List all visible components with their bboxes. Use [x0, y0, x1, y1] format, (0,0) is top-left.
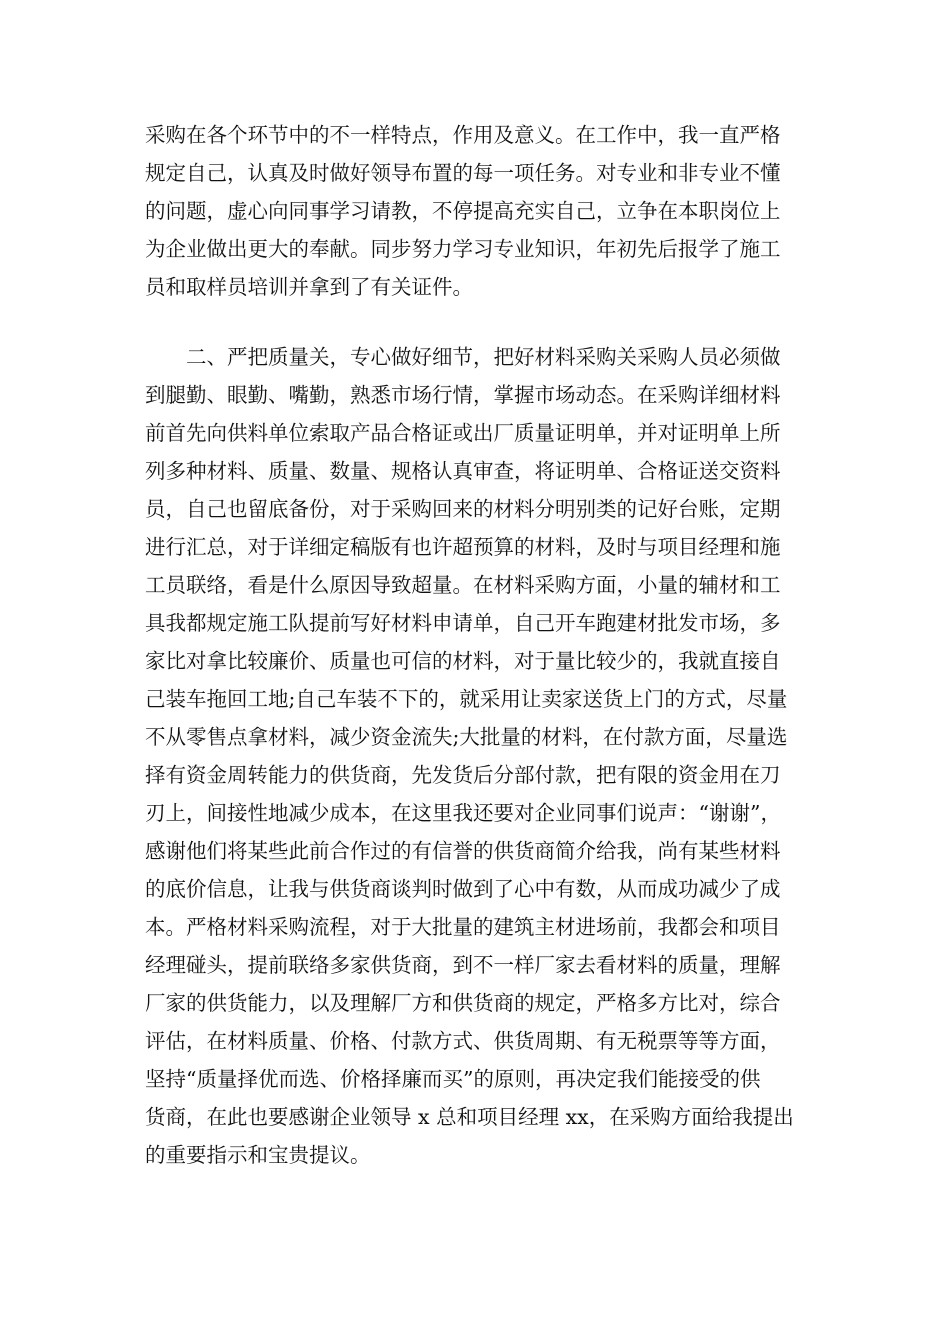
paragraph-1 — [145, 116, 815, 306]
text-line: 己装车拖回工地;自己车装不下的，就采用让卖家送货上门的方式，尽量 — [145, 687, 788, 711]
text-line: 进行汇总，对于详细定稿版有也许超预算的材料，及时与项目经理和施 — [145, 535, 781, 559]
text-line: 工员联络，看是什么原因导致超量。在材料采购方面，小量的辅材和工 — [145, 573, 781, 597]
text-line: 规定自己，认真及时做好领导布置的每一项任务。对专业和非专业不懂 — [145, 161, 781, 185]
text-line: 经理碰头，提前联络多家供货商，到不一样厂家去看材料的质量，理解 — [145, 953, 781, 977]
text-line: 的底价信息，让我与供货商谈判时做到了心中有数，从而成功减少了成 — [145, 877, 781, 901]
text-line: 择有资金周转能力的供货商，先发货后分部付款，把有限的资金用在刀 — [145, 763, 781, 787]
text-line: 坚持“质量择优而选、价格择廉而买”的原则，再决定我们能接受的供 — [145, 1067, 761, 1091]
text-line: 家比对拿比较廉价、质量也可信的材料，对于量比较少的，我就直接自 — [145, 649, 781, 673]
paragraph-2 — [145, 338, 815, 1174]
text-line: 的问题，虚心向同事学习请教，不停提高充实自己，立争在本职岗位上 — [145, 199, 781, 223]
text-line: 前首先向供料单位索取产品合格证或出厂质量证明单，并对证明单上所 — [145, 421, 781, 445]
text-line: 员，自己也留底备份，对于采购回来的材料分明别类的记好台账，定期 — [145, 497, 781, 521]
text-line: 到腿勤、眼勤、嘴勤，熟悉市场行情，掌握市场动态。在采购详细材料 — [145, 383, 781, 407]
text-line: 具我都规定施工队提前写好材料申请单，自己开车跑建材批发市场，多 — [145, 611, 781, 635]
text-line: 不从零售点拿材料，减少资金流失;大批量的材料，在付款方面，尽量选 — [145, 725, 788, 749]
text-line: 列多种材料、质量、数量、规格认真审查，将证明单、合格证送交资料 — [145, 459, 781, 483]
text-line: 感谢他们将某些此前合作过的有信誉的供货商简介给我，尚有某些材料 — [145, 839, 781, 863]
text-line: 评估，在材料质量、价格、付款方式、供货周期、有无税票等等方面， — [145, 1029, 781, 1053]
text-line: 刃上，间接性地减少成本，在这里我还要对企业同事们说声：“谢谢”， — [145, 801, 781, 825]
text-line: 为企业做出更大的奉献。同步努力学习专业知识，年初先后报学了施工 — [145, 237, 781, 261]
text-line: 厂家的供货能力，以及理解厂方和供货商的规定，严格多方比对，综合 — [145, 991, 781, 1015]
text-line: 员和取样员培训并拿到了有关证件。 — [145, 275, 473, 299]
text-line: 本。严格材料采购流程，对于大批量的建筑主材进场前，我都会和项目 — [145, 915, 781, 939]
text-line: 采购在各个环节中的不一样特点，作用及意义。在工作中，我一直严格 — [145, 123, 781, 147]
text-line: 二、严把质量关，专心做好细节，把好材料采购关采购人员必须做 — [145, 345, 781, 369]
text-line: 货商，在此也要感谢企业领导 x 总和项目经理 xx，在采购方面给我提出 — [145, 1105, 794, 1129]
text-line: 的重要指示和宝贵提议。 — [145, 1143, 371, 1167]
